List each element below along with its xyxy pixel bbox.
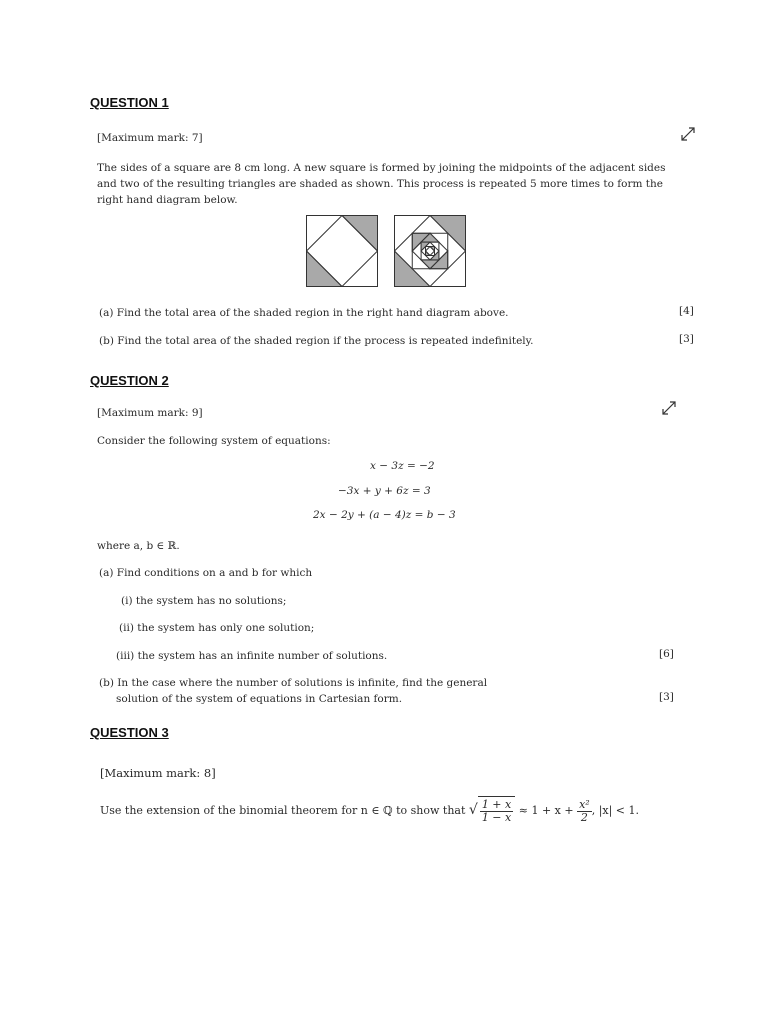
- q2-intro: Consider the following system of equations:: [97, 435, 331, 447]
- q2-part-a-iii: (iii) the system has an infinite number of solutions.: [116, 650, 388, 662]
- q1-max-mark: [Maximum mark: 7]: [97, 132, 203, 144]
- fraction-1: [480, 799, 513, 824]
- left-square-diagram: [306, 215, 378, 287]
- q1-part-a: (a) Find the total area of the shaded region in the right hand diagram above.: [99, 307, 509, 319]
- expand-icon[interactable]: [661, 400, 677, 416]
- q2-part-a-ii: (ii) the system has only one solution;: [119, 622, 315, 634]
- q2-part-a-i: (i) the system has no solutions;: [121, 595, 287, 607]
- q3-statement: [100, 795, 639, 827]
- equation-2: −3x + y + 6z = 3: [338, 485, 431, 497]
- q2-part-b-line1: (b) In the case where the number of solutions is infinite, find the general: [99, 677, 488, 689]
- equation-1: x − 3z = −2: [370, 460, 435, 472]
- q2-max-mark: [Maximum mark: 9]: [97, 407, 203, 419]
- right-square-diagram: [394, 215, 466, 287]
- q3-max-mark: [Maximum mark: 8]: [100, 766, 216, 780]
- q2-part-b-marks: [3]: [659, 691, 674, 703]
- fraction-denominator: 1 − x: [481, 811, 512, 824]
- q2-where: where a, b ∈ ℝ.: [97, 540, 180, 552]
- q1-part-a-marks: [4]: [679, 305, 694, 317]
- fraction-2: [577, 799, 592, 824]
- question-3-heading: QUESTION 3: [90, 725, 169, 740]
- expand-icon[interactable]: [680, 126, 696, 142]
- q1-part-b-marks: [3]: [679, 333, 694, 345]
- q3-condition: , |x| < 1.: [591, 804, 640, 817]
- question-2-heading: QUESTION 2: [90, 373, 169, 388]
- q2-part-b-line2: solution of the system of equations in Cartesian form.: [116, 693, 403, 705]
- q3-approx: ≈ 1 + x +: [518, 804, 574, 817]
- q2-part-a-marks: [6]: [659, 648, 674, 660]
- q1-body: The sides of a square are 8 cm long. A new square is formed by joining the midpoints of the adjacent sides and two of the resulting triangles are shaded as shown. This process is repeated 5 more times to form the right hand diagram below.: [97, 162, 666, 206]
- q3-prefix: Use the extension of the binomial theorem for n ∈ ℚ to show that: [100, 804, 466, 817]
- fraction-2-denominator: 2: [580, 810, 588, 824]
- sqrt-symbol: √: [468, 802, 478, 818]
- question-1-heading: QUESTION 1: [90, 95, 169, 110]
- equation-3: 2x − 2y + (a − 4)z = b − 3: [313, 509, 456, 521]
- q2-part-a: (a) Find conditions on a and b for which: [99, 567, 313, 579]
- fraction-2-numerator: x²: [579, 797, 590, 811]
- sqrt-content: [478, 796, 515, 827]
- q1-part-b: (b) Find the total area of the shaded region if the process is repeated indefinitely.: [99, 335, 534, 347]
- fraction-numerator: 1 + x: [481, 798, 512, 811]
